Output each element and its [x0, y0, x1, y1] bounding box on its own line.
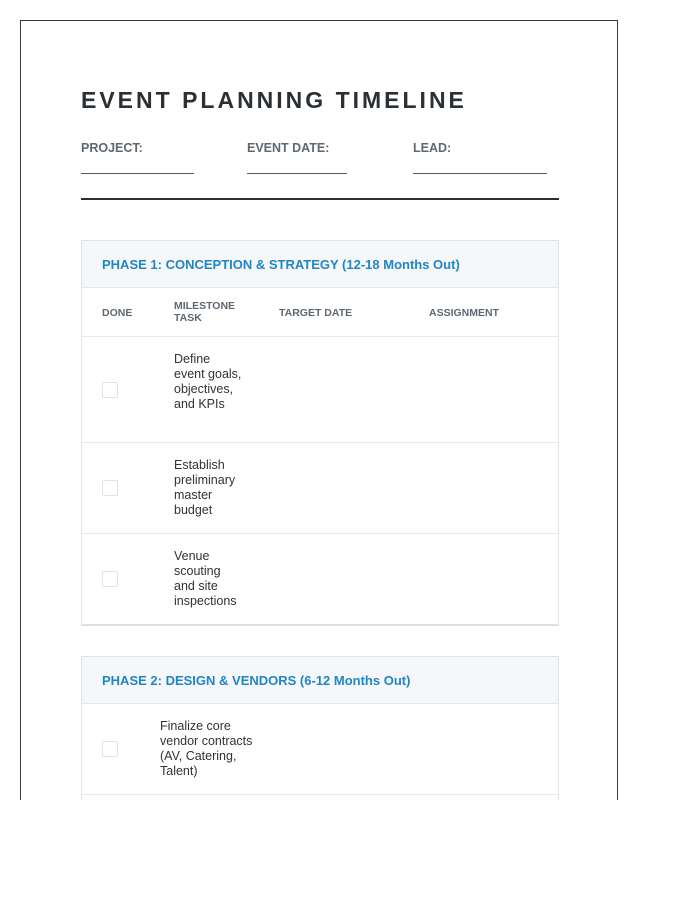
header-divider	[81, 198, 559, 200]
column-done: DONE	[102, 307, 133, 319]
lead-label: LEAD:	[413, 141, 452, 155]
event-date-field[interactable]	[247, 173, 347, 174]
table-row	[82, 534, 558, 624]
document-page	[20, 20, 618, 800]
column-target-date: TARGET DATE	[279, 307, 353, 319]
milestone-task-text: Establish preliminary master budget	[174, 458, 236, 517]
column-header-row	[82, 288, 558, 337]
project-label: PROJECT:	[81, 141, 143, 155]
table-row	[82, 704, 558, 795]
phase-1-title: PHASE 1: CONCEPTION & STRATEGY (12-18 Months Out)	[82, 241, 558, 288]
done-checkbox[interactable]	[102, 382, 118, 398]
column-milestone-task: MILESTONE TASK	[174, 300, 236, 324]
phase-2-title: PHASE 2: DESIGN & VENDORS (6-12 Months Out)	[82, 657, 558, 704]
event-date-label: EVENT DATE:	[247, 141, 330, 155]
milestone-task-text: Venue scouting and site inspections	[174, 549, 237, 608]
column-assignment: ASSIGNMENT	[429, 307, 500, 319]
phase-2-card	[81, 656, 559, 800]
done-checkbox[interactable]	[102, 741, 118, 757]
phase-1-card	[81, 240, 559, 626]
project-field[interactable]	[81, 173, 194, 174]
milestone-task-text: Finalize core vendor contracts (AV, Catering, Talent)	[160, 719, 253, 778]
page-title: EVENT PLANNING TIMELINE	[81, 87, 467, 113]
milestone-task-text: Define event goals, objectives, and KPIs	[174, 352, 242, 411]
lead-field[interactable]	[413, 173, 547, 174]
table-row	[82, 337, 558, 443]
table-row	[82, 443, 558, 534]
done-checkbox[interactable]	[102, 480, 118, 496]
done-checkbox[interactable]	[102, 571, 118, 587]
